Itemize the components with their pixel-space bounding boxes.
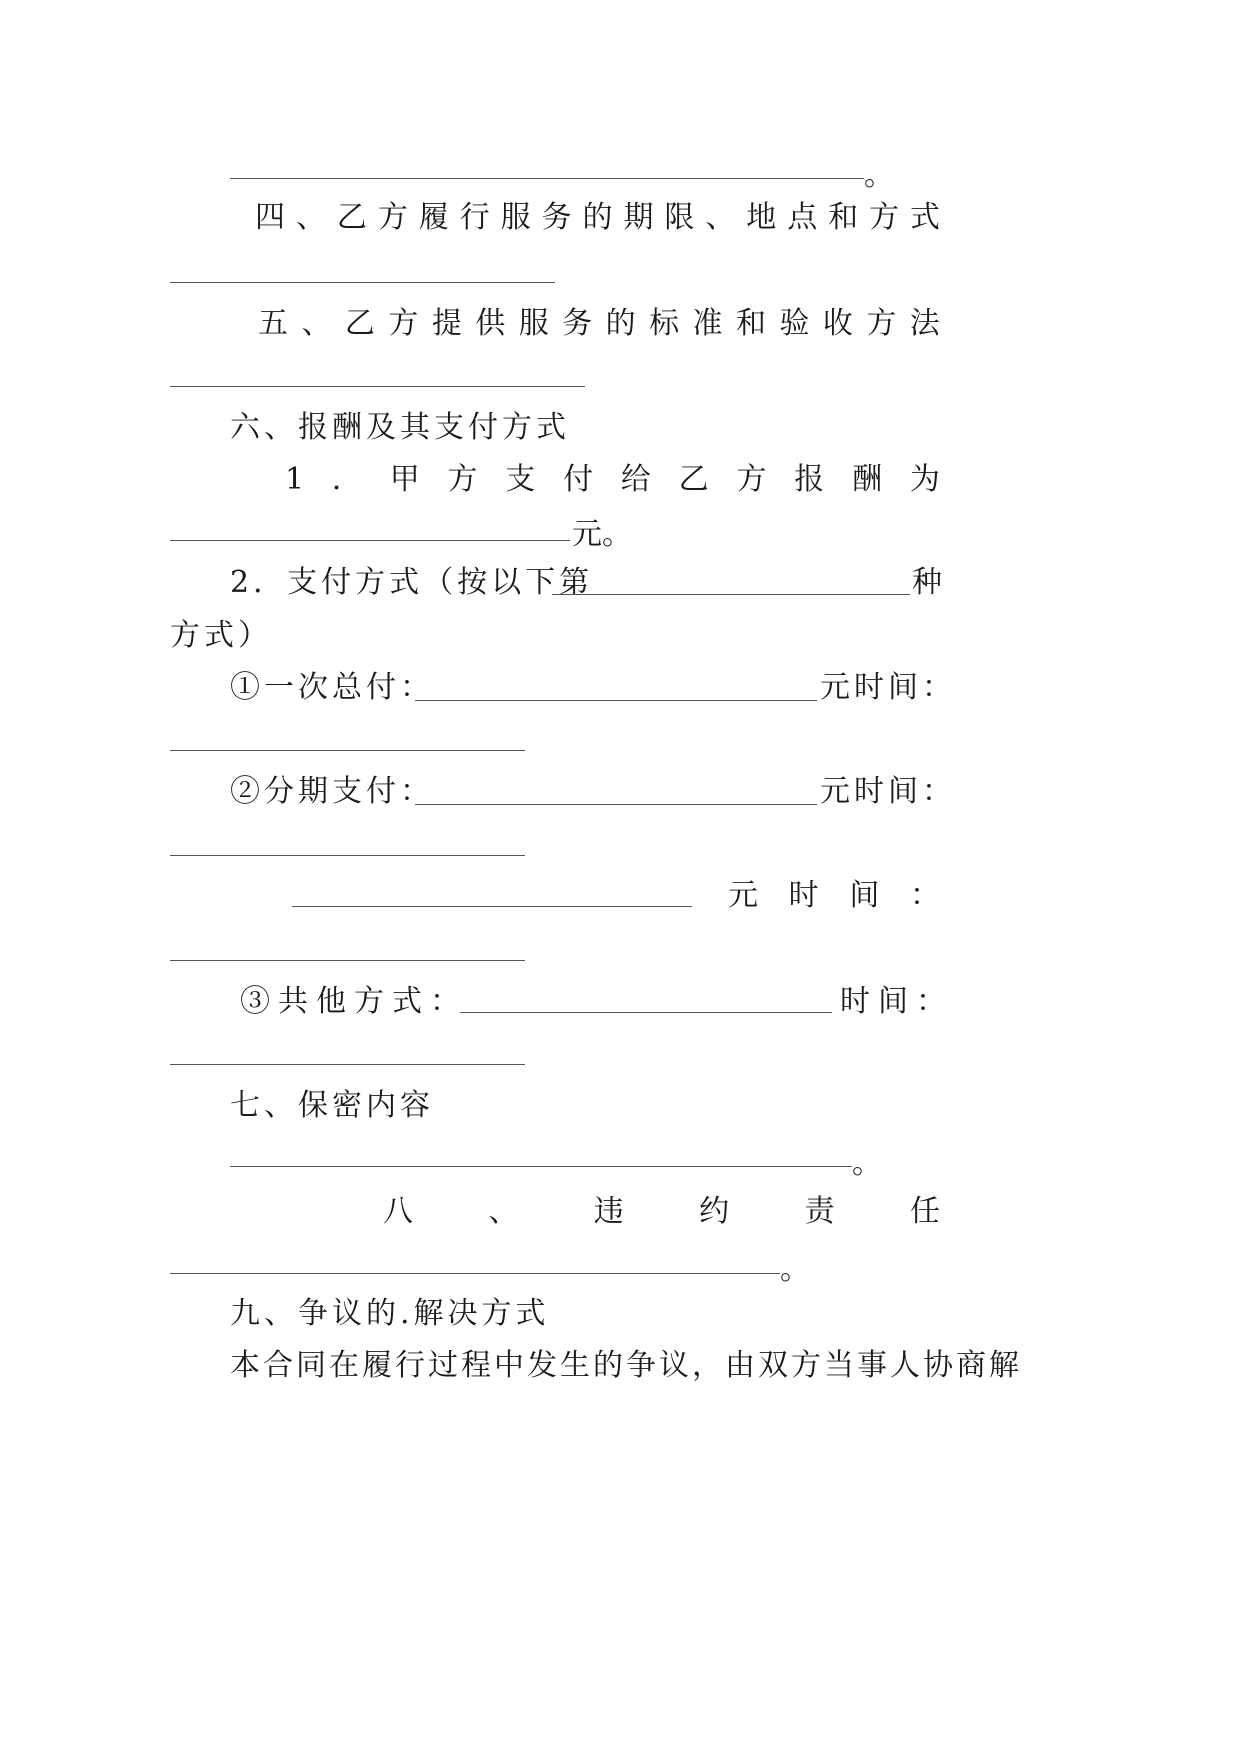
option-2-label: ②分期支付：	[230, 774, 434, 809]
option-1-label: ①一次总付：	[230, 670, 434, 705]
yuan-label: 元。	[572, 517, 632, 552]
blank-line	[415, 700, 817, 701]
blank-line	[230, 178, 864, 179]
blank-line	[170, 1064, 525, 1065]
blank-line	[170, 960, 525, 961]
section-6-heading: 六、报酬及其支付方式	[230, 410, 570, 445]
payment-amount-line: 1 ． 甲 方 支 付 给 乙 方 报 酬 为	[285, 462, 940, 497]
payment-method-cont: 方式）	[170, 618, 272, 653]
section-4-heading: 四 、 乙 方 履 行 服 务 的 期 限 、 地 点 和 方 式	[255, 200, 940, 235]
blank-line	[170, 540, 570, 541]
section-8-heading: 八 、 违 约 责 任	[383, 1194, 940, 1229]
blank-line	[230, 1166, 852, 1167]
kind-label: 种	[912, 565, 942, 600]
blank-line	[170, 855, 525, 856]
period: 。	[852, 1146, 882, 1181]
period: 。	[780, 1252, 810, 1287]
option-2b-time-label: 元 时 间 ：	[728, 878, 940, 913]
blank-line	[415, 804, 817, 805]
option-2-time-label: 元时间：	[820, 774, 956, 809]
blank-line	[170, 386, 585, 387]
blank-line	[170, 1273, 780, 1274]
period: 。	[864, 158, 894, 193]
blank-line	[170, 750, 525, 751]
option-1-time-label: 元时间：	[820, 670, 956, 705]
blank-line	[292, 906, 692, 907]
section-5-heading: 五 、 乙 方 提 供 服 务 的 标 准 和 验 收 方 法	[258, 306, 940, 341]
option-3-time-label: 时间：	[840, 984, 954, 1019]
section-7-heading: 七、保密内容	[230, 1088, 434, 1123]
option-3-label: ③共他方式：	[240, 984, 468, 1019]
blank-line	[170, 282, 555, 283]
blank-line	[460, 1012, 832, 1013]
payment-method-line: 2．支付方式（按以下第	[230, 565, 594, 600]
blank-line	[552, 594, 910, 595]
section-9-heading: 九、争议的.解决方式	[230, 1296, 550, 1331]
section-9-body: 本合同在履行过程中发生的争议，由双方当事人协商解	[230, 1348, 1022, 1383]
